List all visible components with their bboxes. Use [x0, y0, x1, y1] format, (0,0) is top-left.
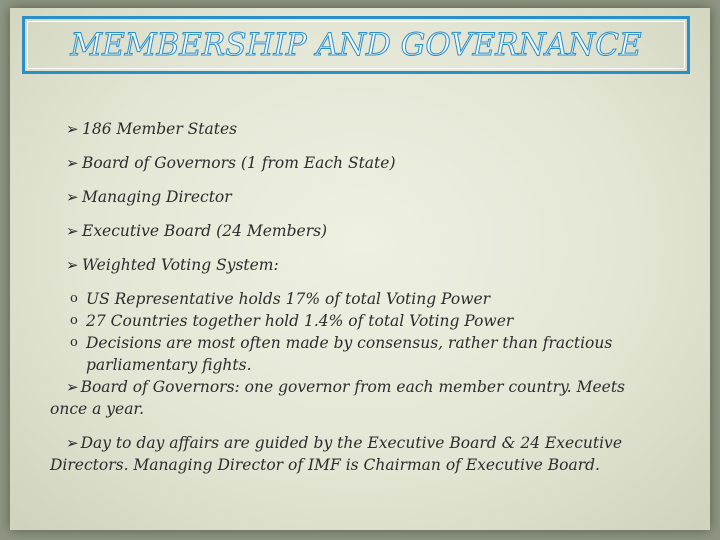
bullet-text: 186 Member States — [82, 120, 238, 138]
bullet-text: Managing Director — [82, 188, 232, 206]
bullet-text: Executive Board (24 Members) — [82, 222, 328, 240]
bullet-text: Day to day affairs are guided by the Executive Board & 24 Executive Directors. Managing Director of IMF is Chairman of Executive Board. — [50, 434, 622, 474]
bullet-item — [50, 432, 646, 476]
bullet-item — [50, 376, 646, 420]
bullet-item — [66, 186, 646, 208]
sub-bullet-text: Decisions are most often made by consensus, rather than fractious parliamentary fights. — [86, 334, 613, 374]
title-frame — [22, 16, 690, 74]
sub-bullet-item — [68, 332, 646, 376]
bullet-item — [66, 254, 646, 276]
circle-bullet-icon: o — [70, 335, 78, 350]
sub-bullet-list — [66, 288, 646, 376]
arrow-bullet-icon: ➢ — [66, 378, 79, 396]
bullet-item — [66, 118, 646, 140]
bullet-item — [66, 152, 646, 174]
sub-bullet-text: 27 Countries together hold 1.4% of total Voting Power — [86, 312, 514, 330]
bullet-text: Board of Governors: one governor from each member country. Meets once a year. — [50, 378, 626, 418]
page-title: MEMBERSHIP AND GOVERNANCE — [70, 27, 642, 63]
arrow-bullet-icon: ➢ — [66, 188, 79, 206]
bullet-text: Weighted Voting System: — [82, 256, 279, 274]
bullet-text: Board of Governors (1 from Each State) — [82, 154, 396, 172]
arrow-bullet-icon: ➢ — [66, 222, 79, 240]
sub-bullet-text: US Representative holds 17% of total Voting Power — [86, 290, 491, 308]
arrow-bullet-icon: ➢ — [66, 120, 79, 138]
arrow-bullet-icon: ➢ — [66, 256, 79, 274]
slide-content — [50, 118, 646, 488]
bullet-item — [66, 220, 646, 242]
arrow-bullet-icon: ➢ — [66, 434, 79, 452]
circle-bullet-icon: o — [70, 313, 78, 328]
circle-bullet-icon: o — [70, 291, 78, 306]
sub-bullet-item — [68, 310, 646, 332]
sub-bullet-item — [68, 288, 646, 310]
arrow-bullet-icon: ➢ — [66, 154, 79, 172]
